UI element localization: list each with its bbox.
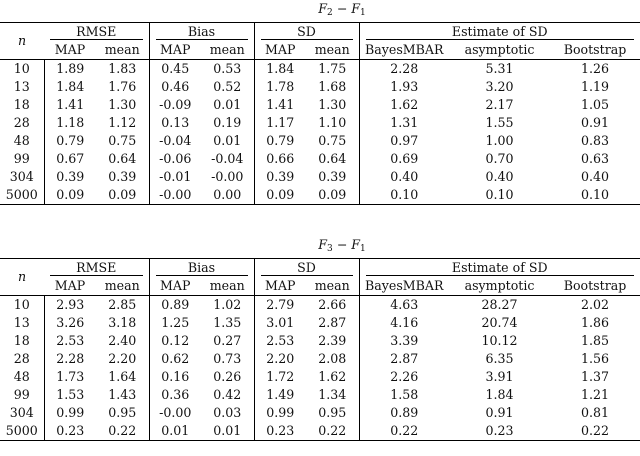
cell-value: 1.34 [318,387,347,402]
cell-value: 1.35 [213,315,242,330]
group-sd: SD [254,23,359,42]
cell-value: 0.46 [149,78,201,96]
cell-value: 0.81 [580,405,610,420]
column-header: mean [201,277,254,296]
cell-value: 0.40 [580,169,610,184]
column-header: asymptotic [449,277,550,296]
cell-value: 2.87 [318,315,347,330]
cell-value: 2.39 [318,333,347,348]
cell-value: 0.01 [149,422,201,441]
cell-value: 0.64 [108,151,137,166]
cell-value: 0.99 [254,404,306,422]
cell-value: 1.84 [254,60,306,79]
cell-value: 1.58 [359,386,449,404]
table-row [0,78,640,96]
cell-value: 1.30 [318,97,347,112]
cell-value: 2.20 [108,351,137,366]
cell-value: 0.89 [149,296,201,315]
cell-value: 1.10 [318,115,347,130]
cell-value: 4.16 [359,314,449,332]
cell-value: 4.63 [359,296,449,315]
cell-value: 1.31 [359,114,449,132]
cell-value: 1.41 [44,96,96,114]
cell-value: 0.67 [44,150,96,168]
cell-value: 0.26 [213,369,242,384]
cell-value: 0.75 [108,133,137,148]
cell-value: 3.20 [485,79,514,94]
cell-value: 1.17 [254,114,306,132]
cell-value: 1.86 [580,315,610,330]
group-header-row [0,259,640,278]
table-row [0,296,640,315]
column-header: Bootstrap [550,277,640,296]
table-row [0,368,640,386]
cell-value: 0.99 [44,404,96,422]
n-value: 99 [13,387,30,402]
table-row [0,332,640,350]
cell-value: 0.91 [485,405,514,420]
cell-value: 1.26 [580,61,610,76]
cell-value: 0.12 [149,332,201,350]
cell-value: -0.06 [149,150,201,168]
table-row [0,422,640,441]
column-header: mean [96,41,149,60]
cell-value: -0.00 [149,404,201,422]
table-row [0,186,640,205]
title-minus: − [332,1,352,16]
column-header: BayesMBAR [359,41,449,60]
title-sub-a: 3 [326,244,333,254]
cell-value: 3.01 [254,314,306,332]
cell-value: 0.40 [359,168,449,186]
cell-value: 1.83 [108,61,137,76]
cell-value: 0.01 [213,97,242,112]
cell-value: 10.12 [481,333,518,348]
cell-value: -0.00 [211,169,244,184]
title-sub-a: 2 [326,8,333,18]
cell-value: 0.00 [201,186,254,205]
cell-value: 0.10 [550,186,640,205]
results-table-f3-f1 [0,236,640,441]
table-row [0,114,640,132]
cell-value: 2.93 [44,296,96,315]
cell-value: 1.93 [359,78,449,96]
cell-value: 6.35 [485,351,514,366]
cell-value: 1.41 [254,96,306,114]
cell-value: 2.26 [359,368,449,386]
cell-value: 0.39 [44,168,96,186]
cell-value: 3.18 [108,315,137,330]
cell-value: 2.85 [108,297,137,312]
group-rmse: RMSE [44,23,149,42]
n-value: 48 [13,369,30,384]
cell-value: 0.01 [213,133,242,148]
cell-value: 1.62 [359,96,449,114]
cell-value: 0.42 [213,387,242,402]
cell-value: 3.91 [485,369,514,384]
cell-value: 0.23 [449,422,550,441]
group-estimate-sd: Estimate of SD [359,23,640,42]
cell-value: 1.00 [485,133,514,148]
group-bias: Bias [149,259,254,278]
cell-value: 1.75 [318,61,347,76]
group-estimate-sd: Estimate of SD [359,259,640,278]
title-minus: − [332,237,352,252]
cell-value: 0.23 [44,422,96,441]
cell-value: 0.97 [359,132,449,150]
cell-value: -0.00 [149,186,201,205]
cell-value: 28.27 [481,297,518,312]
cell-value: 0.03 [213,405,242,420]
column-header: BayesMBAR [359,277,449,296]
cell-value: 1.30 [108,97,137,112]
cell-value: 3.39 [359,332,449,350]
cell-value: 0.09 [44,186,96,205]
cell-value: 0.63 [580,151,610,166]
cell-value: 2.53 [254,332,306,350]
cell-value: -0.09 [149,96,201,114]
table-row [0,350,640,368]
cell-value: 0.40 [485,169,514,184]
n-value: 18 [13,97,30,112]
n-value: 28 [13,351,30,366]
n-value: 28 [13,115,30,130]
cell-value: -0.04 [149,132,201,150]
cell-value: 1.49 [254,386,306,404]
table-row [0,60,640,79]
table-row [0,168,640,186]
cell-value: -0.01 [149,168,201,186]
cell-value: 5.31 [485,61,514,76]
column-header: MAP [149,41,201,60]
cell-value: 1.12 [108,115,137,130]
cell-value: 0.69 [359,150,449,168]
n-value: 99 [13,151,30,166]
column-header: mean [306,41,359,60]
cell-value: 0.64 [318,151,347,166]
cell-value: 1.25 [149,314,201,332]
cell-value: 1.55 [485,115,514,130]
n-value: 13 [13,315,30,330]
cell-value: 0.09 [306,186,359,205]
cell-value: 0.09 [96,186,149,205]
cell-value: 1.19 [580,79,610,94]
cell-value: 0.22 [550,422,640,441]
cell-value: 0.95 [318,405,347,420]
column-header: mean [96,277,149,296]
title-var-b: F [351,237,361,252]
cell-value: 1.05 [580,97,610,112]
column-header: MAP [254,41,306,60]
cell-value: 2.87 [359,350,449,368]
column-header: Bootstrap [550,41,640,60]
title-var-b: F [351,1,361,16]
group-bias: Bias [149,23,254,42]
cell-value: 0.01 [201,422,254,441]
cell-value: 0.62 [149,350,201,368]
cell-value: 0.79 [44,132,96,150]
column-header: MAP [254,277,306,296]
cell-value: 0.73 [213,351,242,366]
subheader-row [0,277,640,296]
group-sd: SD [254,259,359,278]
title-var-a: F [318,237,327,252]
cell-value: 2.17 [485,97,514,112]
cell-value: 1.78 [254,78,306,96]
cell-value: 0.16 [149,368,201,386]
cell-value: 0.27 [213,333,242,348]
n-value: 304 [9,169,34,184]
title-row [0,0,640,23]
cell-value: 0.79 [254,132,306,150]
cell-value: 20.74 [481,315,518,330]
cell-value: 0.91 [580,115,610,130]
cell-value: 0.75 [318,133,347,148]
n-value: 48 [13,133,30,148]
column-header: MAP [44,277,96,296]
cell-value: 0.52 [213,79,242,94]
cell-value: 0.19 [213,115,242,130]
table-row [0,314,640,332]
cell-value: 0.66 [254,150,306,168]
title-var-a: F [318,1,327,16]
cell-value: 1.84 [44,78,96,96]
table-row [0,96,640,114]
cell-value: 0.23 [254,422,306,441]
cell-value: 0.89 [359,404,449,422]
group-rmse: RMSE [44,259,149,278]
cell-value: 1.56 [580,351,610,366]
cell-value: 2.79 [254,296,306,315]
cell-value: 1.76 [108,79,137,94]
table-row [0,404,640,422]
table-title [44,236,640,259]
cell-value: 2.20 [254,350,306,368]
table-row [0,150,640,168]
cell-value: 0.70 [485,151,514,166]
cell-value: 0.45 [149,60,201,79]
column-header: asymptotic [449,41,550,60]
cell-value: 1.72 [254,368,306,386]
cell-value: 1.62 [318,369,347,384]
column-header: mean [201,41,254,60]
column-header: MAP [44,41,96,60]
cell-value: 1.64 [108,369,137,384]
cell-value: 1.02 [213,297,242,312]
cell-value: 0.13 [149,114,201,132]
cell-value: 2.28 [44,350,96,368]
cell-value: 1.89 [44,60,96,79]
n-header: n [0,23,44,60]
cell-value: 2.28 [359,60,449,79]
cell-value: 0.22 [359,422,449,441]
title-sub-b: 1 [360,8,366,18]
cell-value: 1.53 [44,386,96,404]
cell-value: 0.83 [580,133,610,148]
cell-value: 0.10 [359,186,449,205]
cell-value: 1.43 [108,387,137,402]
cell-value: 1.73 [44,368,96,386]
cell-value: 0.22 [306,422,359,441]
results-table-f2-f1 [0,0,640,205]
n-value: 13 [13,79,30,94]
table-row [0,386,640,404]
cell-value: 0.95 [108,405,137,420]
subheader-row [0,41,640,60]
column-header: MAP [149,277,201,296]
cell-value: 0.10 [449,186,550,205]
title-row [0,236,640,259]
column-header: mean [306,277,359,296]
cell-value: 1.21 [580,387,610,402]
cell-value: 1.37 [580,369,610,384]
cell-value: 1.84 [485,387,514,402]
n-value: 18 [13,333,30,348]
cell-value: 1.18 [44,114,96,132]
cell-value: 2.08 [318,351,347,366]
cell-value: 0.39 [318,169,347,184]
cell-value: 3.26 [44,314,96,332]
cell-value: 0.53 [213,61,242,76]
cell-value: 1.68 [318,79,347,94]
table-row [0,132,640,150]
cell-value: 2.40 [108,333,137,348]
cell-value: 0.39 [108,169,137,184]
cell-value: 2.02 [580,297,610,312]
cell-value: -0.04 [211,151,244,166]
cell-value: 0.39 [254,168,306,186]
n-value: 304 [9,405,34,420]
n-value: 5000 [0,186,44,205]
n-header: n [0,259,44,296]
n-value: 10 [13,297,30,312]
table-title [44,0,640,23]
n-value: 10 [13,61,30,76]
n-value: 5000 [0,422,44,441]
cell-value: 0.22 [96,422,149,441]
cell-value: 0.09 [254,186,306,205]
cell-value: 0.36 [149,386,201,404]
title-sub-b: 1 [360,244,366,254]
cell-value: 1.85 [580,333,610,348]
group-header-row [0,23,640,42]
cell-value: 2.66 [318,297,347,312]
cell-value: 2.53 [44,332,96,350]
